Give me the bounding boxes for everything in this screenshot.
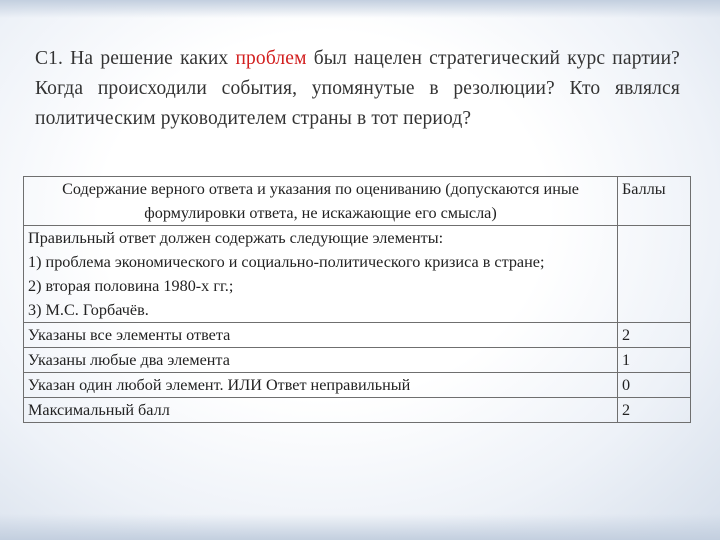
question-prefix: С1. На решение каких [35, 48, 236, 69]
header-row [24, 177, 691, 226]
scoring-label: Указан один любой элемент. ИЛИ Ответ неправильный [24, 373, 618, 398]
scoring-label: Указаны любые два элемента [24, 348, 618, 373]
scoring-value: 1 [618, 348, 691, 373]
scoring-row [24, 348, 691, 373]
header-score-cell: Баллы [618, 177, 691, 226]
scoring-label: Указаны все элементы ответа [24, 323, 618, 348]
answer-score-cell [618, 226, 691, 323]
grading-table [23, 176, 691, 423]
answer-line: 3) М.С. Горбачёв. [28, 301, 149, 319]
slide-top-gradient [0, 0, 720, 18]
answer-cell [24, 226, 618, 323]
answer-line: 2) вторая половина 1980-х гг.; [28, 277, 234, 295]
scoring-row [24, 398, 691, 423]
scoring-label: Максимальный балл [24, 398, 618, 423]
slide-bottom-gradient [0, 514, 720, 540]
answer-line: Правильный ответ должен содержать следующие элементы: [28, 229, 444, 247]
scoring-value: 2 [618, 398, 691, 423]
question-suffix: был нацелен стратегический курс партии? Когда происходили события, упомянутые в резолюции? Кто являлся политическим руководителем страны в тот период? [35, 48, 680, 129]
answer-row [24, 226, 691, 323]
scoring-value: 2 [618, 323, 691, 348]
question-text [35, 44, 680, 134]
scoring-row [24, 323, 691, 348]
scoring-value: 0 [618, 373, 691, 398]
answer-line: 1) проблема экономического и социально-политического кризиса в стране; [28, 253, 545, 271]
question-highlight: проблем [235, 48, 307, 69]
scoring-row [24, 373, 691, 398]
header-content-cell: Содержание верного ответа и указания по оцениванию (допускаются иные формулировки ответа, не искажающие его смысла) [24, 177, 618, 226]
